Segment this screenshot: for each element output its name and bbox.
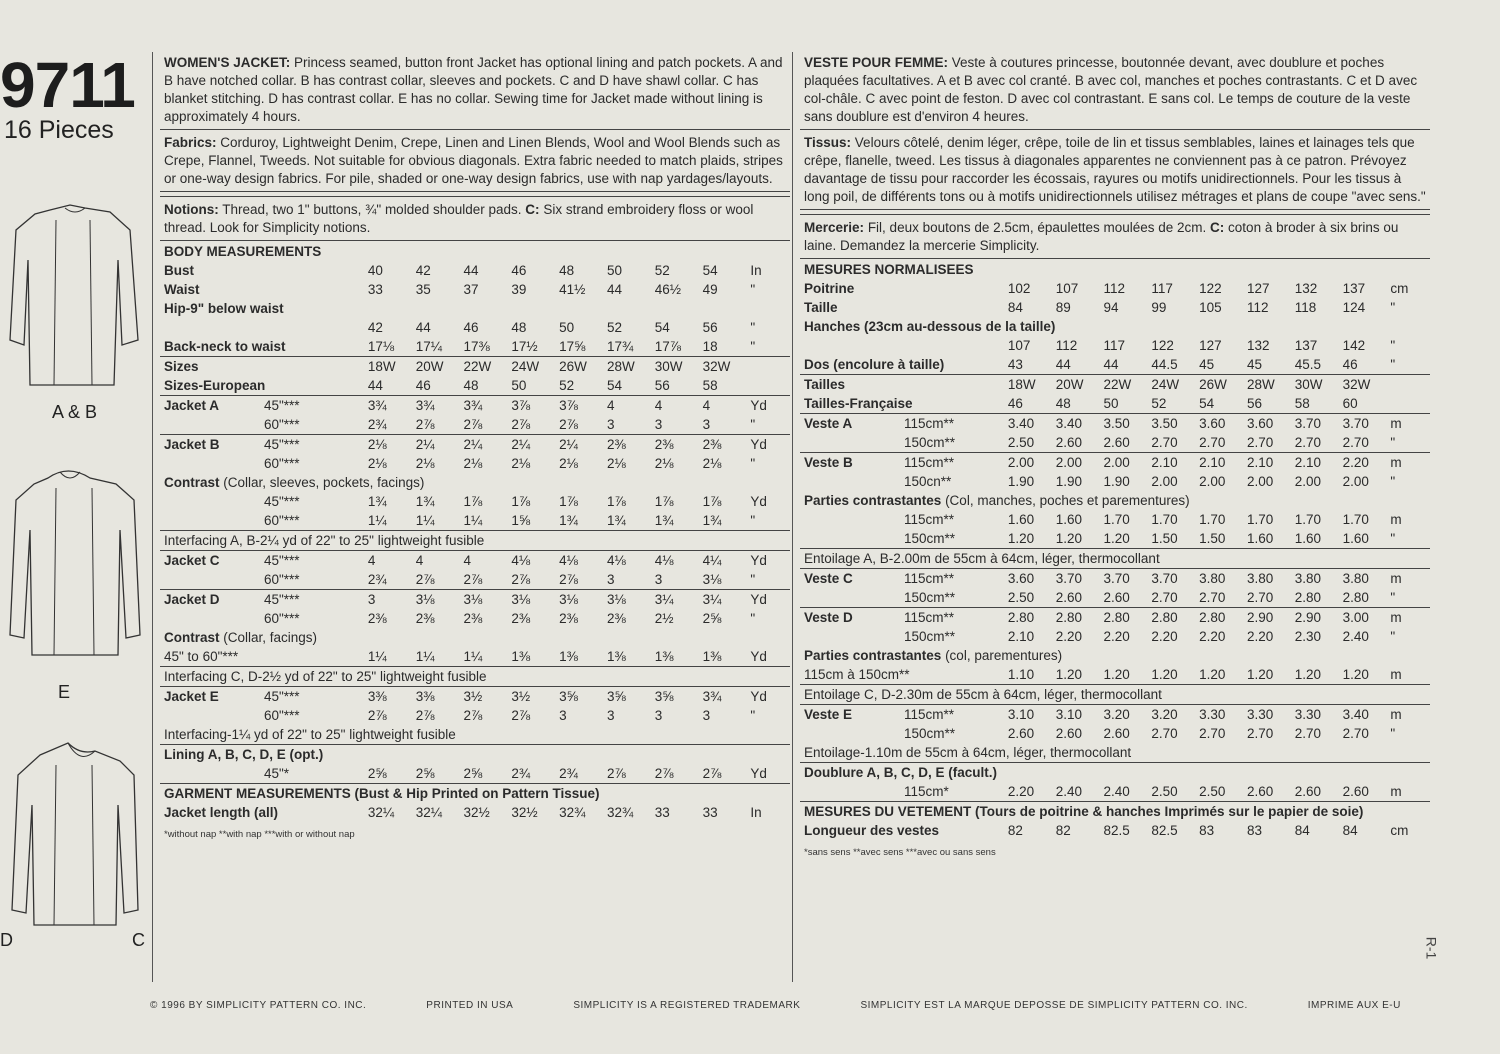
french-panel: [800, 50, 1430, 980]
table-row: Entoilage A, B-2.00m de 55cm à 64cm, léger, thermocollant: [800, 549, 1430, 569]
table-row: 42 44 46 48 50 52 54 56 ": [367, 319, 756, 335]
table-row: GARMENT MEASUREMENTS (Bust & Hip Printed on Pattern Tissue): [160, 784, 790, 804]
table-row: 60"*** 2¾ 2⅞ 2⅞ 2⅞ 2⅞ 3 3 3⅛ ": [263, 571, 756, 587]
table-row: Tailles 18W 20W 22W 24W 26W 28W 30W 32W: [800, 375, 1430, 395]
measurement-table-fr: [800, 279, 1430, 840]
table-row: 60"*** 1¼ 1¼ 1¼ 1⅝ 1¾ 1¾ 1¾ 1¾ ": [263, 512, 756, 528]
table-row: Hip-9" below waist: [164, 300, 284, 316]
jacket-sketch-ab: [10, 200, 150, 400]
table-row: Back-neck to waist 17⅛ 17¼ 17⅜ 17½ 17⅝ 17¾ 17⅞ 18 ": [164, 338, 756, 354]
notions-en: Notions: Thread, two 1" buttons, ¾" molded shoulder pads. C: Six strand embroidery floss or wool thread. Look for Simplicity notions.: [160, 197, 790, 241]
body-measurements-heading-fr: MESURES NORMALISEES: [804, 262, 974, 277]
footer: [150, 1000, 1470, 1011]
table-row: 45" to 60"*** 1¼ 1¼ 1¼ 1⅜ 1⅜ 1⅜ 1⅜ 1⅜ Yd: [164, 648, 767, 664]
table-row: Jacket length (all) 32¼ 32¼ 32½ 32½ 32¾ 32¾ 33 33 In: [164, 804, 762, 820]
view-label-ab: A & B: [52, 402, 98, 422]
table-row: 107 112 117 122 127 132 137 142 ": [1007, 337, 1396, 353]
measurement-table-en: [160, 261, 790, 822]
table-row: Dos (encolure à taille) 43 44 44 44.5 45 45 45.5 46 ": [804, 356, 1396, 372]
table-row: Entoilage C, D-2.30m de 55cm à 64cm, léger, thermocollant: [800, 685, 1430, 705]
table-row: Veste A 115cm** 3.40 3.40 3.50 3.50 3.60 3.60 3.70 3.70 m: [800, 414, 1430, 434]
table-row: Jacket D 45"*** 3 3⅛ 3⅛ 3⅛ 3⅛ 3⅛ 3¼ 3¼ Yd: [160, 590, 790, 610]
table-row: Sizes-European 44 46 48 50 52 54 56 58: [164, 377, 718, 393]
table-row: Contrast (Collar, sleeves, pockets, facings): [164, 474, 425, 490]
jacket-sketch-cd: [10, 735, 150, 930]
imprime: IMPRIME AUX E-U: [1307, 1000, 1401, 1011]
description-en: WOMEN'S JACKET: Princess seamed, button front Jacket has optional lining and patch pockets. A and B have notched collar. B has contrast collar, sleeves and pockets. C and D have shawl collar. C has blanket stitching. D has contrast collar. E has no collar. Sewing time for Jacket made without lining is approximately 4 hours.: [160, 50, 790, 130]
table-row: Contrast (Collar, facings): [164, 629, 318, 645]
table-row: Doublure A, B, C, D, E (facult.): [800, 763, 1430, 783]
table-row: Jacket E 45"*** 3⅜ 3⅜ 3½ 3½ 3⅝ 3⅝ 3⅝ 3¾ Yd: [160, 687, 790, 707]
table-row: 150cm** 2.10 2.20 2.20 2.20 2.20 2.20 2.30 2.40 ": [903, 628, 1396, 644]
table-row: 60"*** 2⅜ 2⅜ 2⅜ 2⅜ 2⅜ 2⅜ 2½ 2⅝ ": [263, 610, 756, 626]
table-row: Waist 33 35 37 39 41½ 44 46½ 49 ": [164, 281, 756, 297]
view-label-c: C: [132, 930, 145, 950]
table-row: Interfacing C, D-2½ yd of 22" to 25" lightweight fusible: [160, 667, 790, 687]
table-row: 60"*** 2⅞ 2⅞ 2⅞ 2⅞ 3 3 3 3 ": [263, 707, 756, 723]
english-panel: [160, 50, 790, 980]
table-row: Veste D 115cm** 2.80 2.80 2.80 2.80 2.80 2.90 2.90 3.00 m: [800, 608, 1430, 628]
table-row: 45"*** 1¾ 1¾ 1⅞ 1⅞ 1⅞ 1⅞ 1⅞ 1⅞ Yd: [263, 493, 767, 509]
fabrics-en: Fabrics: Corduroy, Lightweight Denim, Crepe, Linen and Linen Blends, Wool and Wool Blends such as Crepe, Flannel, Tweeds. Not suitable for obvious diagonals. Extra fabric needed to match plaids, stripes or one-way design fabrics. For pile, shaded or one-way design fabrics, use with nap yardages/layouts.: [160, 130, 790, 192]
table-row: Lining A, B, C, D, E (opt.): [160, 745, 790, 765]
center-divider: [792, 52, 793, 982]
footnote-fr: *sans sens **avec sens ***avec ou sans sens: [804, 847, 996, 858]
notions-fr: Mercerie: Fil, deux boutons de 2.5cm, épaulettes moulées de 2cm. C: coton à broder à six brins ou laine. Demandez la mercerie Simplicity.: [800, 215, 1430, 259]
table-row: Hanches (23cm au-dessous de la taille): [804, 318, 1056, 334]
table-row: Interfacing-1¼ yd of 22" to 25" lightweight fusible: [164, 726, 456, 742]
table-row: Bust 40 42 44 46 48 50 52 54 In: [164, 262, 762, 278]
table-row: 150cm** 2.50 2.60 2.60 2.70 2.70 2.70 2.80 2.80 ": [903, 589, 1396, 605]
body-measurements-heading-en: BODY MEASUREMENTS: [164, 244, 322, 259]
table-row: 115cm à 150cm** 1.10 1.20 1.20 1.20 1.20 1.20 1.20 1.20 m: [804, 666, 1402, 682]
table-row: Sizes 18W 20W 22W 24W 26W 28W 30W 32W: [160, 357, 790, 377]
table-row: 150cn** 1.90 1.90 1.90 2.00 2.00 2.00 2.00 2.00 ": [903, 473, 1396, 489]
table-row: Veste E 115cm** 3.10 3.10 3.20 3.20 3.30 3.30 3.30 3.40 m: [800, 705, 1430, 725]
table-row: MESURES DU VETEMENT (Tours de poitrine & hanches Imprimés sur le papier de soie): [800, 802, 1430, 822]
table-row: Longueur des vestes 82 82 82.5 82.5 83 83 84 84 cm: [804, 822, 1409, 838]
printed-in: PRINTED IN USA: [426, 1000, 514, 1011]
trademark-fr: SIMPLICITY EST LA MARQUE DEPOSSE DE SIMPLICITY PATTERN CO. INC.: [860, 1000, 1248, 1011]
table-row: Poitrine 102 107 112 117 122 127 132 137 cm: [804, 280, 1409, 296]
table-row: 60"*** 2¾ 2⅞ 2⅞ 2⅞ 2⅞ 3 3 3 ": [263, 416, 756, 432]
fabrics-fr: Tissus: Velours côtelé, denim léger, crêpe, toile de lin et tissus semblables, laines et lainages tels que crêpe, flanelle, tweed. Les tissus à diagonales apparentes ne conviennent pas à ce patron. Prévoyez davantage de tissu pour raccorder les écossais, rayures ou motifs unidirectionnels. Pour les tissus à long poil, de différents tons ou à motifs unidirectionnels utilisez métrages et plans de coupe "avec sens.": [800, 130, 1430, 210]
left-divider: [152, 52, 153, 982]
table-row: Taille 84 89 94 99 105 112 118 124 ": [804, 299, 1396, 315]
page-code: R-1: [1423, 936, 1440, 960]
table-row: 150cm** 2.50 2.60 2.60 2.70 2.70 2.70 2.70 2.70 ": [903, 434, 1396, 450]
table-row: Veste B 115cm** 2.00 2.00 2.00 2.10 2.10 2.10 2.10 2.20 m: [800, 453, 1430, 473]
table-row: Tailles-Française 46 48 50 52 54 56 58 60: [804, 395, 1358, 411]
table-row: Parties contrastantes (col, parementures): [804, 647, 1063, 663]
table-row: 45"* 2⅝ 2⅝ 2⅝ 2¾ 2¾ 2⅞ 2⅞ 2⅞ Yd: [263, 765, 767, 781]
pattern-number: 9711: [0, 49, 135, 121]
table-row: Jacket C 45"*** 4 4 4 4⅛ 4⅛ 4⅛ 4⅛ 4¼ Yd: [160, 551, 790, 571]
view-label-d: D: [0, 930, 13, 950]
table-row: Interfacing A, B-2¼ yd of 22" to 25" lightweight fusible: [160, 531, 790, 551]
trademark: SIMPLICITY IS A REGISTERED TRADEMARK: [573, 1000, 801, 1011]
pieces-count: 16 Pieces: [4, 116, 114, 144]
jacket-sketch-e: [8, 460, 148, 660]
footnote-en: *without nap **with nap ***with or without nap: [164, 829, 355, 840]
table-row: Veste C 115cm** 3.60 3.70 3.70 3.70 3.80 3.80 3.80 3.80 m: [800, 569, 1430, 589]
table-row: 115cm* 2.20 2.40 2.40 2.50 2.50 2.60 2.60 2.60 m: [903, 783, 1402, 799]
description-fr: VESTE POUR FEMME: Veste à coutures princesse, boutonnée devant, avec doublure et poches plaquées facultatives. A et B avec col cranté. B avec col, manches et poches contrastants. C et D avec col-châle. C avec point de feston. D avec col contrastant. E sans col. Le temps de couture de la veste sans doublure est d'environ 4 heures.: [800, 50, 1430, 130]
table-row: Entoilage-1.10m de 55cm à 64cm, léger, thermocollant: [804, 744, 1132, 760]
table-row: 150cm** 2.60 2.60 2.60 2.70 2.70 2.70 2.70 2.70 ": [903, 725, 1396, 741]
copyright: © 1996 BY SIMPLICITY PATTERN CO. INC.: [150, 1000, 367, 1011]
table-row: 115cm** 1.60 1.60 1.70 1.70 1.70 1.70 1.70 1.70 m: [903, 511, 1402, 527]
table-row: Jacket A 45"*** 3¾ 3¾ 3¾ 3⅞ 3⅞ 4 4 4 Yd: [160, 396, 790, 416]
table-row: Jacket B 45"*** 2⅛ 2¼ 2¼ 2¼ 2¼ 2⅜ 2⅜ 2⅜ Yd: [160, 435, 790, 455]
table-row: 60"*** 2⅛ 2⅛ 2⅛ 2⅛ 2⅛ 2⅛ 2⅛ 2⅛ ": [263, 455, 756, 471]
view-label-e: E: [58, 682, 71, 702]
table-row: Parties contrastantes (Col, manches, poches et parementures): [804, 492, 1190, 508]
table-row: 150cm** 1.20 1.20 1.20 1.50 1.50 1.60 1.60 1.60 ": [903, 530, 1396, 546]
